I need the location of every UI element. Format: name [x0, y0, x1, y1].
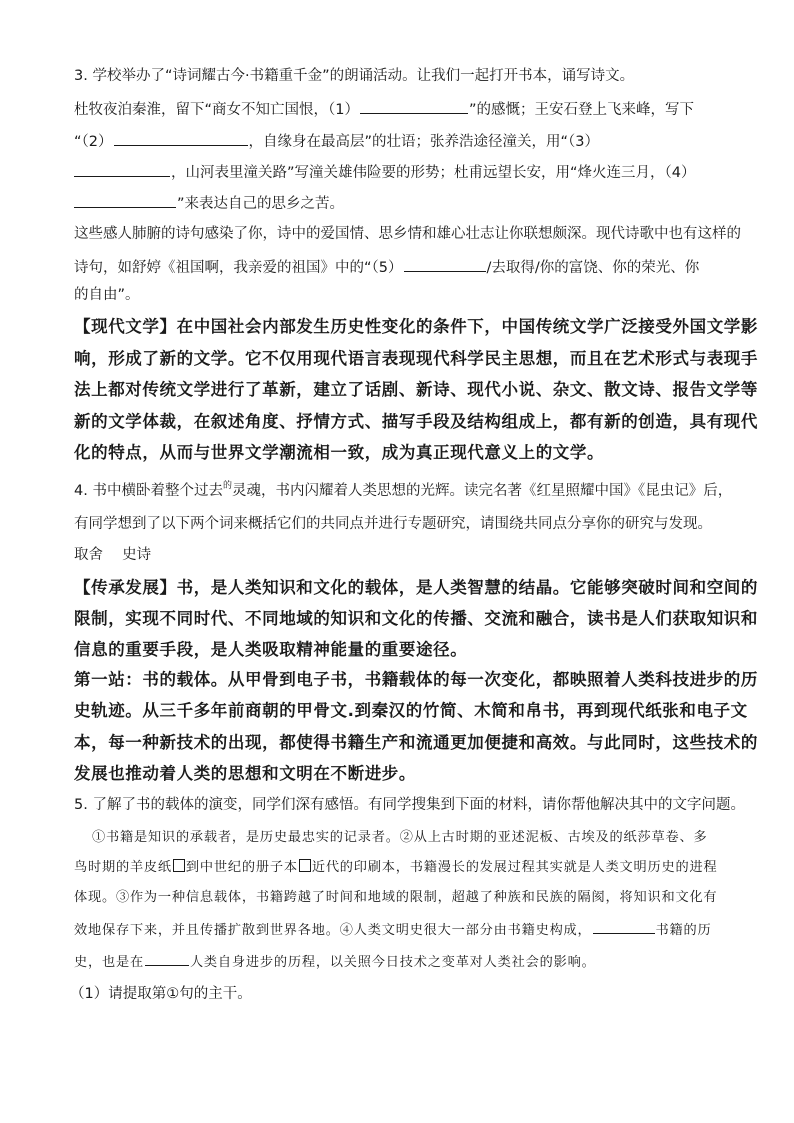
punctuation-box-1[interactable] [173, 859, 185, 872]
material-line-2: 鸟时期的羊皮纸 到中世纪的册子本 近代的印刷本，书籍漫长的发展过程其实就是人类文明历史的进程 [74, 860, 718, 875]
blank-1[interactable] [360, 98, 468, 114]
modern-lit-line-4: 新的文学体裁，在叙述角度、抒情方式、描写手段及结构组成上，都有新的创造，具有现代 [74, 412, 758, 431]
stop-one-line-1: 第一站：书的载体。从甲骨到电子书，书籍载体的每一次变化，都映照着人类科技进步的历 [74, 670, 758, 689]
punctuation-box-2[interactable] [299, 859, 311, 872]
blank-5[interactable] [404, 256, 486, 272]
q3-line-4: ，山河表里潼关路”写潼关雄伟险要的形势；杜甫远望长安，用“烽火连三月，（4） [74, 161, 696, 183]
q3-line-3: “（2） ，自缘身在最高层”的壮语；张养浩途径潼关，用“（3） [74, 130, 599, 152]
material-line-5: 史，也是在 人类自身进步的历程，以关照今日技术之变革对人类社会的影响。 [74, 950, 596, 973]
q4-line-2: 有同学想到了以下两个词来概括它们的共同点并进行专题研究，请围绕共同点分享你的研究与发现。 [74, 516, 712, 532]
material-line-1: ①书籍是知识的承载者，是历史最忠实的记录者。②从上古时期的亚述泥板、古埃及的纸莎草卷、多 [92, 830, 708, 845]
modern-lit-line-1: 【现代文学】在中国社会内部发生历史性变化的条件下，中国传统文学广泛接受外国文学影 [74, 317, 758, 336]
q5-intro: 5. 了解了书的载体的演变，同学们深有感悟。有同学搜集到下面的材料，请你帮他解决其中的文字问题。 [74, 797, 745, 813]
stop-one-line-3: 本，每一种新技术的出现，都使得书籍生产和流通更加便捷和高效。与此同时，这些技术的 [74, 733, 758, 752]
q4-line-1: 4. 书中横卧着整个过去$^的$灵魂，书内闪耀着人类思想的光辉。读完名著《红星照耀中国》《昆虫记》后， [74, 481, 733, 499]
blank-material-2[interactable] [145, 950, 189, 966]
heritage-line-3: 信息的重要手段，是人类吸取精神能量的重要途径。 [74, 640, 468, 659]
q3-line-6: 这些感人肺腑的诗句感染了你，诗中的爱国情、思乡情和雄心壮志让你联想颇深。现代诗歌中也有这样的 [74, 226, 741, 242]
modern-lit-line-2: 响，形成了新的文学。它不仅用现代语言表现现代科学民主思想，而且在艺术形式与表现手 [74, 349, 758, 368]
blank-3[interactable] [74, 161, 170, 177]
stop-one-line-2: 史轨迹。从三千多年前商朝的甲骨文.到秦汉的竹简、木简和帛书，再到现代纸张和电子文 [74, 701, 748, 720]
q3-intro: 3. 学校举办了“诗词耀古今·书籍重千金”的朗诵活动。让我们一起打开书本，诵写诗文。 [74, 68, 635, 84]
modern-lit-line-5: 化的特点，从而与世界文学潮流相一致，成为真正现代意义上的文学。 [74, 443, 605, 462]
material-line-3: 体现。③作为一种信息载体，书籍跨越了时间和地域的限制，超越了种族和民族的隔阂，将知识和文化有 [74, 890, 718, 905]
q3-line-8: 的自由”。 [74, 287, 140, 303]
material-line-4: 效地保存下来，并且传播扩散到世界各地。④人类文明史很大一部分由书籍史构成， 书籍的历 [74, 918, 712, 941]
stop-one-line-4: 发展也推动着人类的思想和文明在不断进步。 [74, 764, 416, 783]
blank-4[interactable] [74, 192, 176, 208]
blank-2[interactable] [114, 130, 248, 146]
modern-lit-line-3: 法上都对传统文学进行了革新，建立了话剧、新诗、现代小说、杂文、散文诗、报告文学等 [74, 380, 758, 399]
q3-line-5: ”来表达自己的思乡之苦。 [74, 192, 344, 214]
blank-material-1[interactable] [593, 918, 655, 934]
q4-keywords: 取舍 史诗 [74, 547, 152, 563]
heritage-line-2: 限制，实现不同时代、不同地域的知识和文化的传播、交流和融合，读书是人们获取知识和 [74, 609, 758, 628]
q3-line-2: 杜牧夜泊秦淮，留下“商女不知亡国恨，（1） ”的感慨；王安石登上飞来峰，写下 [74, 98, 694, 120]
q5-sub-question-1: （1）请提取第①句的主干。 [70, 986, 252, 1002]
heritage-line-1: 【传承发展】书，是人类知识和文化的载体，是人类智慧的结晶。它能够突破时间和空间的 [74, 578, 758, 597]
q3-line-7: 诗句，如舒婷《祖国啊，我亲爱的祖国》中的“（5） /去取得/你的富饶、你的荣光、你 [74, 256, 699, 278]
